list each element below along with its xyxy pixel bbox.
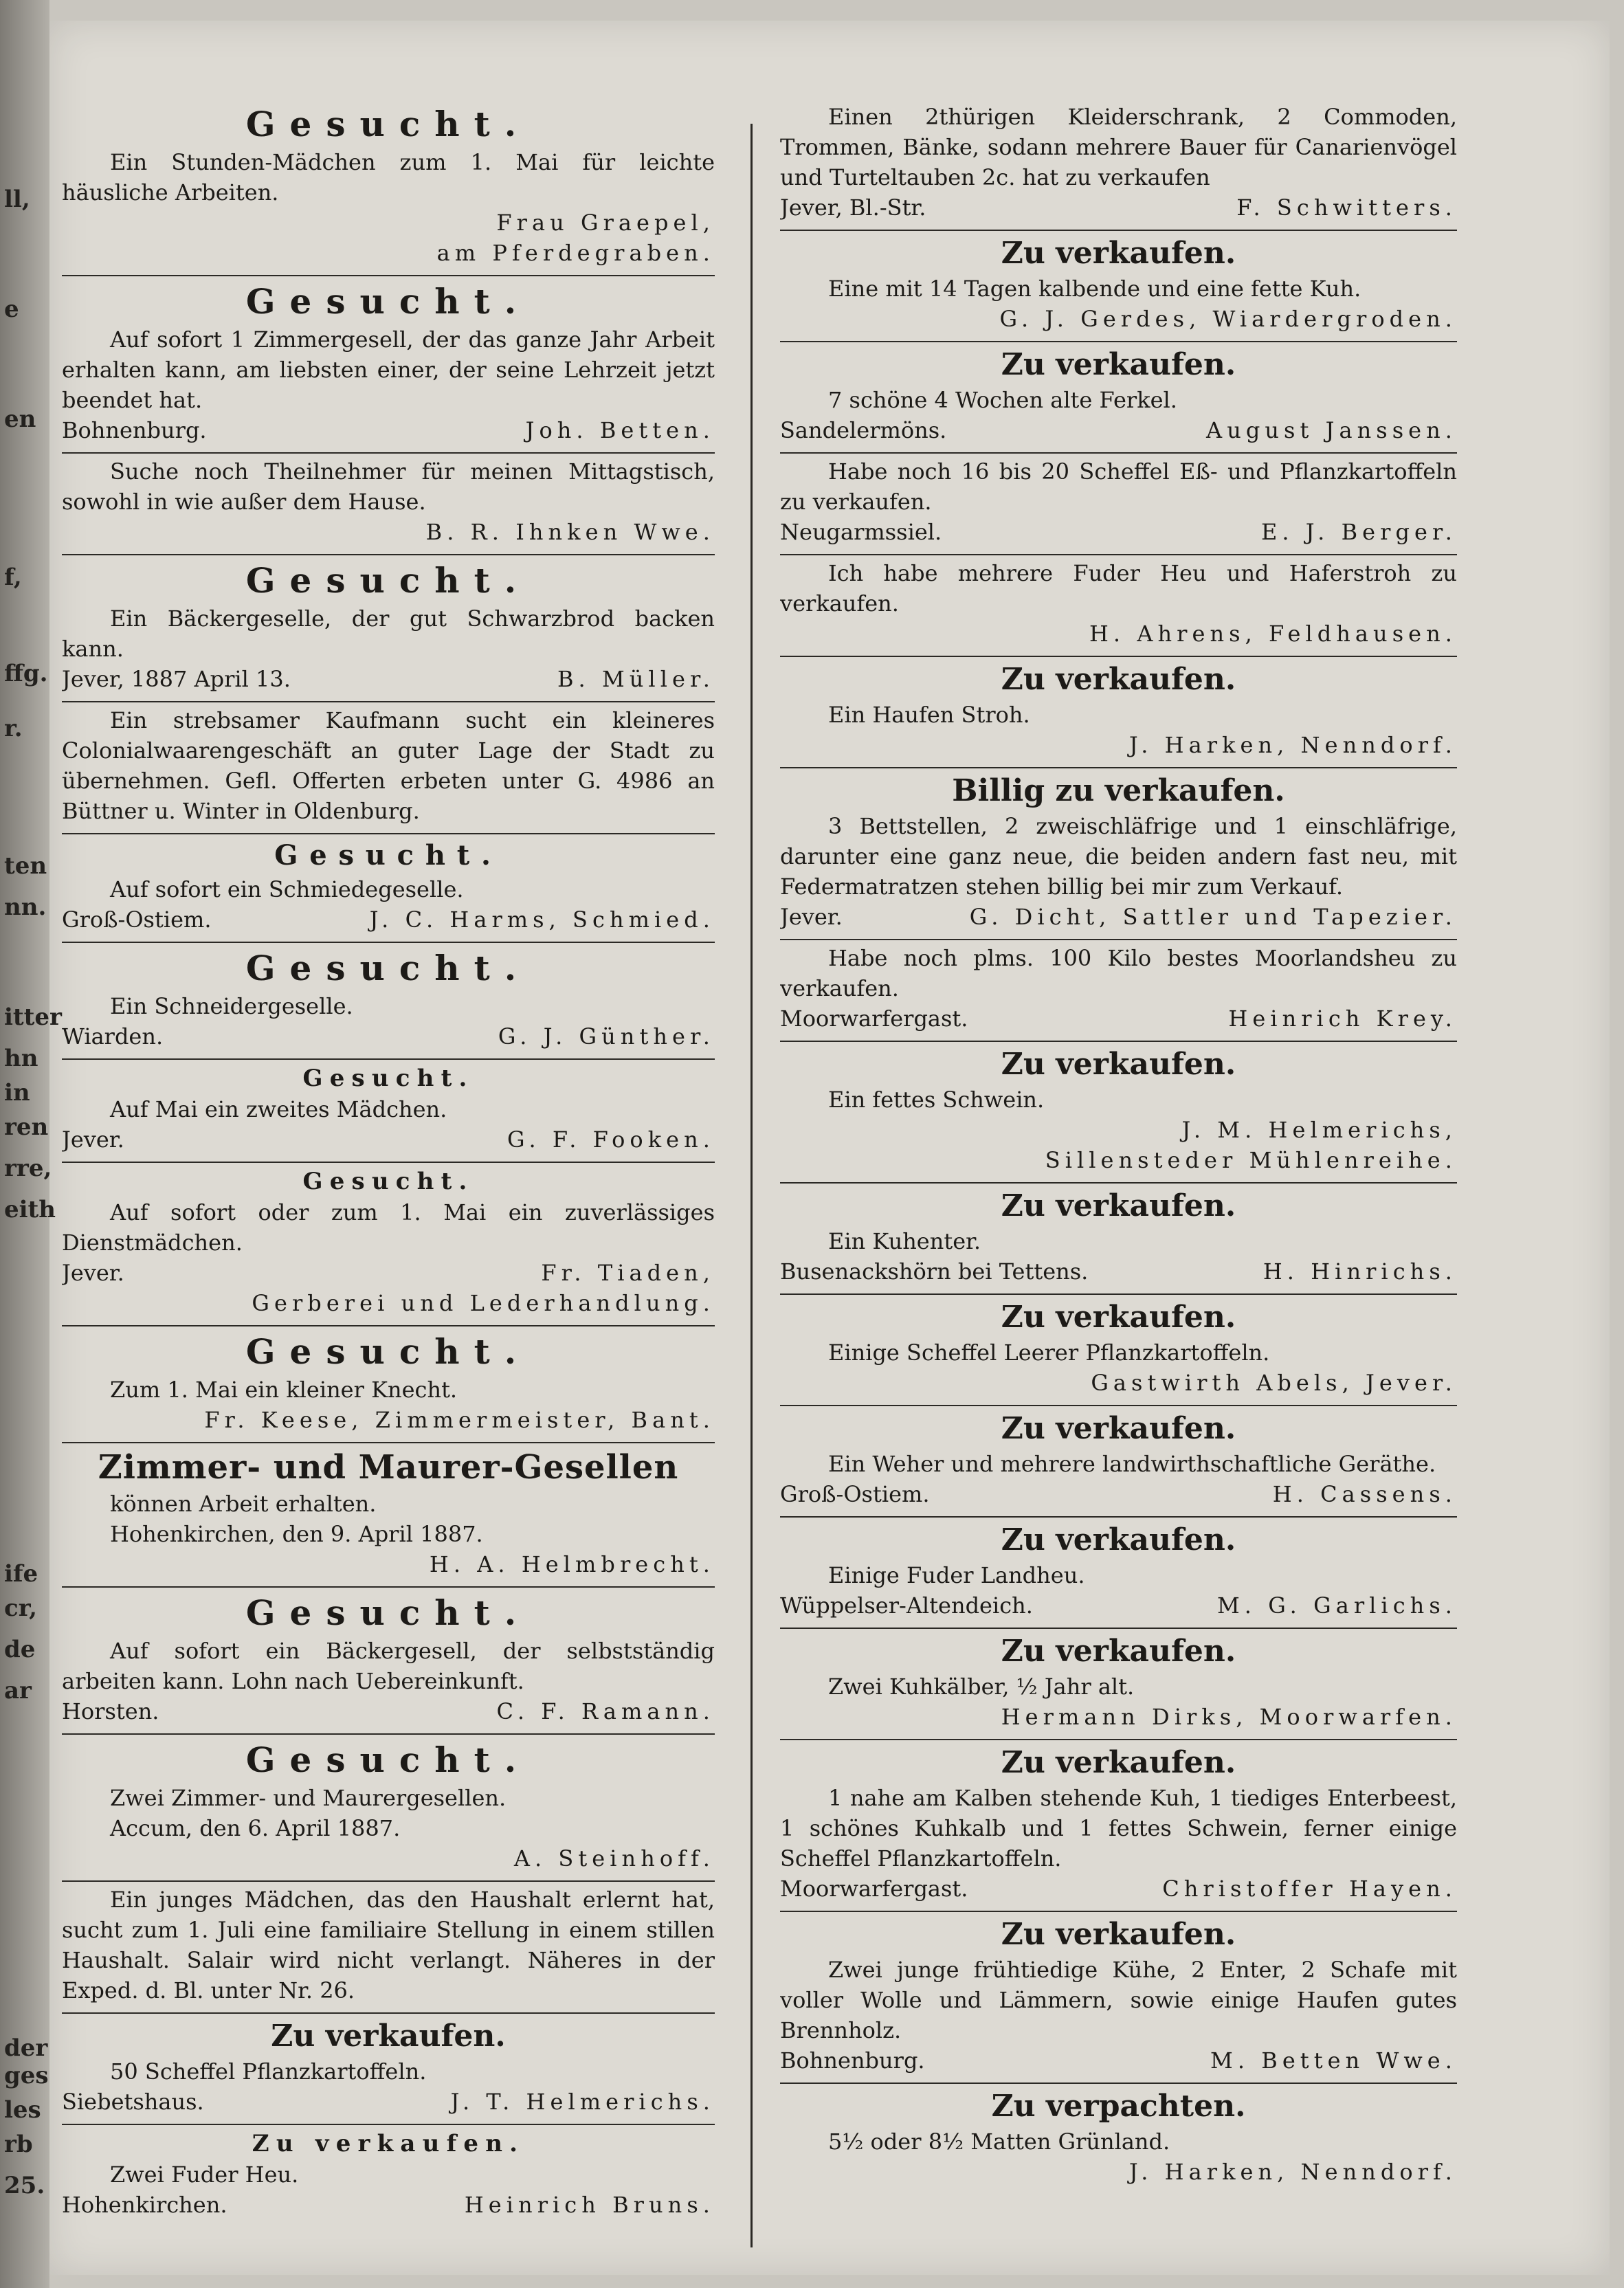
ad-place: Sandelermöns. [780, 417, 947, 443]
book-spine [0, 0, 49, 2288]
ad-divider [62, 1162, 715, 1163]
ad-heading: Zu verkaufen. [1001, 1522, 1236, 1557]
advertisement [62, 2128, 715, 2220]
ad-heading: Zu verkaufen. [1001, 1047, 1236, 1082]
ad-signature-row [780, 1479, 1457, 1509]
ad-text: Auf sofort ein Bäckergesell, der selbstständig arbeiten kann. Lohn nach Uebereinkunft. [62, 1638, 715, 1694]
ad-place: Siebetshaus. [62, 2089, 204, 2115]
ad-signature-row [780, 1590, 1457, 1621]
ad-place: Jever. [62, 1126, 124, 1153]
ad-divider [780, 1182, 1457, 1184]
ad-heading: Gesucht. [245, 1592, 531, 1633]
ad-divider [780, 341, 1457, 342]
ad-place: Jever. [780, 904, 843, 930]
ad-signature-row [780, 415, 1457, 445]
advertisement [780, 234, 1457, 342]
ad-text: Einen 2thürigen Kleiderschrank, 2 Commoden, Trommen, Bänke, sodann mehrere Bauer für Canarienvögel und Turteltauben 2c. hat zu verkaufen [780, 104, 1457, 190]
ad-advertiser: J. T. Helmerichs. [450, 2089, 715, 2115]
ad-signature: H. A. Helmbrecht. [429, 1551, 715, 1577]
ad-signature-row [780, 192, 1457, 223]
ad-heading: Gesucht. [245, 948, 531, 988]
ad-signature: Gastwirth Abels, Jever. [1091, 1370, 1457, 1396]
ad-signature-row [62, 2190, 715, 2220]
ad-text: Habe noch plms. 100 Kilo bestes Moorlandsheu zu verkaufen. [780, 945, 1457, 1001]
ad-divider [62, 554, 715, 555]
ad-heading: Zu verkaufen. [252, 2130, 525, 2157]
right-column [780, 102, 1457, 2187]
ad-divider [780, 2082, 1457, 2084]
ad-signature: Sillensteder Mühlenreihe. [1045, 1147, 1457, 1173]
ad-signature-row [62, 1696, 715, 1726]
advertisement [780, 660, 1457, 768]
ad-divider [780, 1405, 1457, 1406]
ad-place: Groß-Ostiem. [780, 1481, 930, 1507]
advertisement [62, 1166, 715, 1326]
margin-fragment: ren [4, 1113, 49, 1141]
ad-divider [62, 452, 715, 454]
ad-advertiser: M. Betten Wwe. [1210, 2047, 1457, 2074]
ad-text: Auf sofort ein Schmiedegeselle. [110, 876, 464, 902]
ad-divider [62, 701, 715, 702]
ad-signature: B. R. Ihnken Wwe. [425, 519, 715, 545]
ad-advertiser: August Janssen. [1206, 417, 1457, 443]
ad-heading: Gesucht. [245, 560, 531, 601]
ad-signature: H. Ahrens, Feldhausen. [1089, 621, 1457, 647]
ad-place: Hohenkirchen. [62, 2192, 227, 2218]
margin-fragment: de [4, 1636, 36, 1663]
ad-text: Zwei Fuder Heu. [110, 2162, 299, 2188]
ad-advertiser: J. C. Harms, Schmied. [369, 907, 715, 933]
ad-divider [62, 2012, 715, 2014]
ad-text: Ein Weher und mehrere landwirthschaftliche Geräthe. [828, 1451, 1436, 1477]
ad-advertiser: Heinrich Bruns. [464, 2192, 715, 2218]
ad-signature-row [62, 2087, 715, 2117]
ad-heading: Zu verpachten. [991, 2089, 1246, 2124]
advertisement [780, 1520, 1457, 1629]
ad-heading: Zu verkaufen. [1001, 347, 1236, 382]
ad-text: Zwei junge frühtiedige Kühe, 2 Enter, 2 Schafe mit voller Wolle und Lämmern, sowie einige Haufen gutes Brennholz. [780, 1957, 1457, 2043]
ad-place: Wiarden. [62, 1023, 164, 1049]
ad-place: Busenackshörn bei Tettens. [780, 1258, 1089, 1285]
ad-heading: Zu verkaufen. [1001, 236, 1236, 271]
ad-place: Jever. [62, 1260, 124, 1286]
ad-signature: A. Steinhoff. [513, 1845, 715, 1872]
ad-divider [780, 230, 1457, 231]
ad-divider [780, 767, 1457, 768]
margin-fragment: itter [4, 1003, 62, 1031]
advertisement [62, 1737, 715, 1882]
margin-fragment: hn [4, 1045, 38, 1072]
ad-text: Ein Schneidergeselle. [110, 993, 353, 1019]
advertisement [62, 705, 715, 834]
ad-heading: Zu verkaufen. [271, 2019, 506, 2054]
advertisement [62, 1885, 715, 2014]
ad-heading: Zu verkaufen. [1001, 662, 1236, 697]
advertisement [62, 102, 715, 276]
ad-advertiser: E. J. Berger. [1260, 519, 1457, 545]
ad-heading: Zimmer- und Maurer-Gesellen [98, 1448, 679, 1487]
ad-text: 1 nahe am Kalben stehende Kuh, 1 tiediges Enterbeest, 1 schönes Kuhkalb und 1 fettes Schwein, ferner einige Scheffel Pflanzkartoffeln. [780, 1785, 1457, 1872]
margin-fragment: ges [4, 2062, 49, 2089]
ad-heading: Gesucht. [274, 839, 502, 871]
ad-heading: Zu verkaufen. [1001, 1634, 1236, 1669]
ad-signature: Fr. Keese, Zimmermeister, Bant. [204, 1407, 715, 1433]
ad-place: Moorwarfergast. [780, 1006, 968, 1032]
advertisement [780, 456, 1457, 555]
ad-divider [62, 1442, 715, 1443]
ad-place: Neugarmssiel. [780, 519, 942, 545]
ad-divider [62, 1880, 715, 1882]
ad-place: Moorwarfergast. [780, 1876, 968, 1902]
ad-heading: Gesucht. [245, 1740, 531, 1780]
ad-heading: Zu verkaufen. [1001, 1745, 1236, 1780]
ad-advertiser: H. Hinrichs. [1263, 1258, 1457, 1285]
ad-divider [62, 833, 715, 834]
ad-heading: Gesucht. [245, 1331, 531, 1372]
ad-signature-row [62, 1124, 715, 1155]
margin-fragment: rb [4, 2131, 33, 2158]
ad-heading: Gesucht. [245, 104, 531, 144]
ad-text: Hohenkirchen, den 9. April 1887. [110, 1521, 483, 1547]
advertisement [780, 771, 1457, 940]
margin-fragment: ll, [4, 186, 30, 213]
ad-signature: Frau Graepel, [496, 210, 715, 236]
ad-text: Accum, den 6. April 1887. [110, 1815, 401, 1841]
ad-text: Eine mit 14 Tagen kalbende und eine fette Kuh. [828, 276, 1361, 302]
advertisement [62, 558, 715, 702]
margin-fragment: r. [4, 715, 23, 742]
ad-divider [780, 1911, 1457, 1912]
ad-place: Bohnenburg. [780, 2047, 925, 2074]
ad-signature-row [62, 415, 715, 445]
ad-signature-row [780, 2045, 1457, 2076]
advertisement [780, 102, 1457, 231]
advertisement [62, 1063, 715, 1163]
margin-fragment: ffg. [4, 660, 48, 687]
ad-text: Zwei Kuhkälber, ½ Jahr alt. [828, 1674, 1135, 1700]
ad-divider [780, 939, 1457, 940]
ad-text: Einige Scheffel Leerer Pflanzkartoffeln. [828, 1340, 1270, 1366]
ad-advertiser: H. Cassens. [1272, 1481, 1457, 1507]
ad-text: 50 Scheffel Pflanzkartoffeln. [110, 2058, 427, 2085]
ad-divider [62, 1325, 715, 1326]
ad-place: Groß-Ostiem. [62, 907, 212, 933]
margin-fragment: in [4, 1079, 30, 1107]
ad-advertiser: Fr. Tiaden, [541, 1260, 715, 1286]
advertisement [62, 456, 715, 555]
ad-heading: Gesucht. [302, 1168, 474, 1195]
margin-fragment: eith [4, 1196, 56, 1223]
ad-text: können Arbeit erhalten. [110, 1491, 377, 1517]
ad-text: Auf sofort 1 Zimmergesell, der das ganze Jahr Arbeit erhalten kann, am liebsten einer, der seine Lehrzeit jetzt beendet hat. [62, 326, 715, 413]
ad-text: Habe noch 16 bis 20 Scheffel Eß- und Pflanzkartoffeln zu verkaufen. [780, 458, 1457, 515]
advertisement [780, 1045, 1457, 1184]
advertisement [62, 1446, 715, 1588]
ad-signature: J. M. Helmerichs, [1181, 1117, 1457, 1143]
ad-advertiser: Christoffer Hayen. [1162, 1876, 1457, 1902]
ad-place: Bohnenburg. [62, 417, 207, 443]
ad-advertiser: Heinrich Krey. [1228, 1006, 1457, 1032]
advertisement [780, 558, 1457, 657]
ad-divider [62, 1733, 715, 1735]
ad-advertiser: C. F. Ramann. [496, 1698, 715, 1724]
ad-heading: Zu verkaufen. [1001, 1300, 1236, 1335]
ad-signature: Gerberei und Lederhandlung. [252, 1290, 715, 1316]
margin-fragment: en [4, 406, 36, 433]
ad-text: Suche noch Theilnehmer für meinen Mittagstisch, sowohl in wie außer dem Hause. [62, 458, 715, 515]
advertisement [780, 1409, 1457, 1518]
margin-fragment: ar [4, 1677, 32, 1704]
advertisement [780, 1743, 1457, 1912]
advertisement [780, 943, 1457, 1042]
advertisement [780, 1915, 1457, 2084]
ad-signature-row [780, 902, 1457, 932]
ad-text: 3 Bettstellen, 2 zweischläfrige und 1 einschläfrige, darunter eine ganz neue, die beiden andern fast neu, mit Federmatratzen stehen billig bei mir zum Verkauf. [780, 813, 1457, 900]
ad-divider [780, 1041, 1457, 1042]
advertisement [62, 279, 715, 454]
margin-fragment: e [4, 296, 19, 323]
ad-signature-row [62, 904, 715, 935]
ad-text: Auf Mai ein zweites Mädchen. [110, 1096, 447, 1122]
advertisement [780, 2087, 1457, 2187]
margin-fragment: rre, [4, 1155, 52, 1182]
ad-divider [780, 656, 1457, 657]
ad-signature: G. J. Gerdes, Wiardergroden. [999, 306, 1457, 332]
ad-divider [62, 275, 715, 276]
ad-heading: Zu verkaufen. [1001, 1411, 1236, 1446]
ad-signature-row [780, 517, 1457, 547]
ad-text: Ein Haufen Stroh. [828, 702, 1030, 728]
ad-signature: J. Harken, Nenndorf. [1128, 2159, 1457, 2185]
ad-signature-row [780, 1003, 1457, 1034]
ad-advertiser: Joh. Betten. [525, 417, 715, 443]
ad-text: Ein junges Mädchen, das den Haushalt erlernt hat, sucht zum 1. Juli eine familiaire Stellung in einem stillen Haushalt. Salair wird nicht verlangt. Näheres in der Exped. d. Bl. unter Nr. 26. [62, 1887, 715, 2003]
ad-advertiser: B. Müller. [557, 666, 715, 692]
advertisement [780, 1298, 1457, 1406]
ad-divider [780, 452, 1457, 454]
advertisement [62, 1329, 715, 1443]
ad-text: Auf sofort oder zum 1. Mai ein zuverlässiges Dienstmädchen. [62, 1199, 715, 1256]
advertisement [780, 345, 1457, 454]
ad-divider [62, 1058, 715, 1060]
ad-text: Ein fettes Schwein. [828, 1087, 1045, 1113]
advertisement [62, 1590, 715, 1735]
ad-signature: Hermann Dirks, Moorwarfen. [1001, 1704, 1457, 1730]
left-column [62, 102, 715, 2220]
ad-text: Ich habe mehrere Fuder Heu und Haferstroh zu verkaufen. [780, 560, 1457, 617]
ad-heading: Gesucht. [302, 1065, 474, 1092]
ad-text: Einige Fuder Landheu. [828, 1562, 1085, 1588]
ad-signature-row [62, 664, 715, 694]
ad-divider [62, 2124, 715, 2125]
margin-fragment: 25. [4, 2172, 45, 2199]
ad-divider [780, 1293, 1457, 1295]
ad-text: Ein Kuhenter. [828, 1228, 981, 1254]
ad-text: Ein Bäckergeselle, der gut Schwarzbrod backen kann. [62, 606, 715, 662]
ad-advertiser: M. G. Garlichs. [1216, 1592, 1457, 1619]
ad-divider [780, 554, 1457, 555]
ad-place: Jever, Bl.-Str. [780, 195, 926, 221]
ad-divider [62, 942, 715, 943]
ad-divider [780, 1516, 1457, 1518]
ad-heading: Zu verkaufen. [1001, 1917, 1236, 1952]
ad-place: Horsten. [62, 1698, 159, 1724]
ad-advertiser: G. F. Fooken. [507, 1126, 715, 1153]
ad-heading: Billig zu verkaufen. [952, 773, 1285, 808]
advertisement [62, 946, 715, 1060]
ad-text: Zwei Zimmer- und Maurergesellen. [110, 1785, 507, 1811]
ad-signature-row [62, 1258, 715, 1288]
ad-text: Ein strebsamer Kaufmann sucht ein kleineres Colonialwaarengeschäft an guter Lage der Stadt zu übernehmen. Gefl. Offerten erbeten unter G. 4986 an Büttner u. Winter in Oldenburg. [62, 707, 715, 824]
margin-fragment: ife [4, 1560, 38, 1588]
ad-signature: am Pferdegraben. [436, 240, 715, 266]
ad-heading: Zu verkaufen. [1001, 1188, 1236, 1223]
ad-advertiser: G. J. Günther. [498, 1023, 715, 1049]
ad-place: Jever, 1887 April 13. [62, 666, 291, 692]
column-divider [750, 124, 753, 2247]
ad-heading: Gesucht. [245, 281, 531, 322]
ad-signature: J. Harken, Nenndorf. [1128, 732, 1457, 758]
ad-divider [62, 1586, 715, 1588]
advertisement [780, 1186, 1457, 1295]
ad-text: 5½ oder 8½ Matten Grünland. [828, 2129, 1170, 2155]
ad-text: Zum 1. Mai ein kleiner Knecht. [110, 1377, 458, 1403]
ad-advertiser: F. Schwitters. [1236, 195, 1457, 221]
margin-fragment: nn. [4, 893, 47, 921]
ad-divider [780, 1739, 1457, 1740]
ad-signature-row [780, 1256, 1457, 1287]
advertisement [62, 837, 715, 943]
ad-advertiser: G. Dicht, Sattler und Tapezier. [969, 904, 1457, 930]
advertisement [780, 1632, 1457, 1740]
margin-fragment: cr, [4, 1595, 37, 1622]
ad-place: Wüppelser-Altendeich. [780, 1592, 1033, 1619]
margin-fragment: f, [4, 564, 22, 591]
ad-text: 7 schöne 4 Wochen alte Ferkel. [828, 387, 1177, 413]
ad-text: Ein Stunden-Mädchen zum 1. Mai für leichte häusliche Arbeiten. [62, 149, 715, 206]
advertisement [62, 2017, 715, 2125]
margin-fragment: der [4, 2034, 48, 2062]
margin-fragment: les [4, 2096, 41, 2124]
ad-signature-row [62, 1021, 715, 1052]
ad-signature-row [780, 1874, 1457, 1904]
ad-divider [780, 1628, 1457, 1629]
margin-fragment: ten [4, 852, 47, 880]
